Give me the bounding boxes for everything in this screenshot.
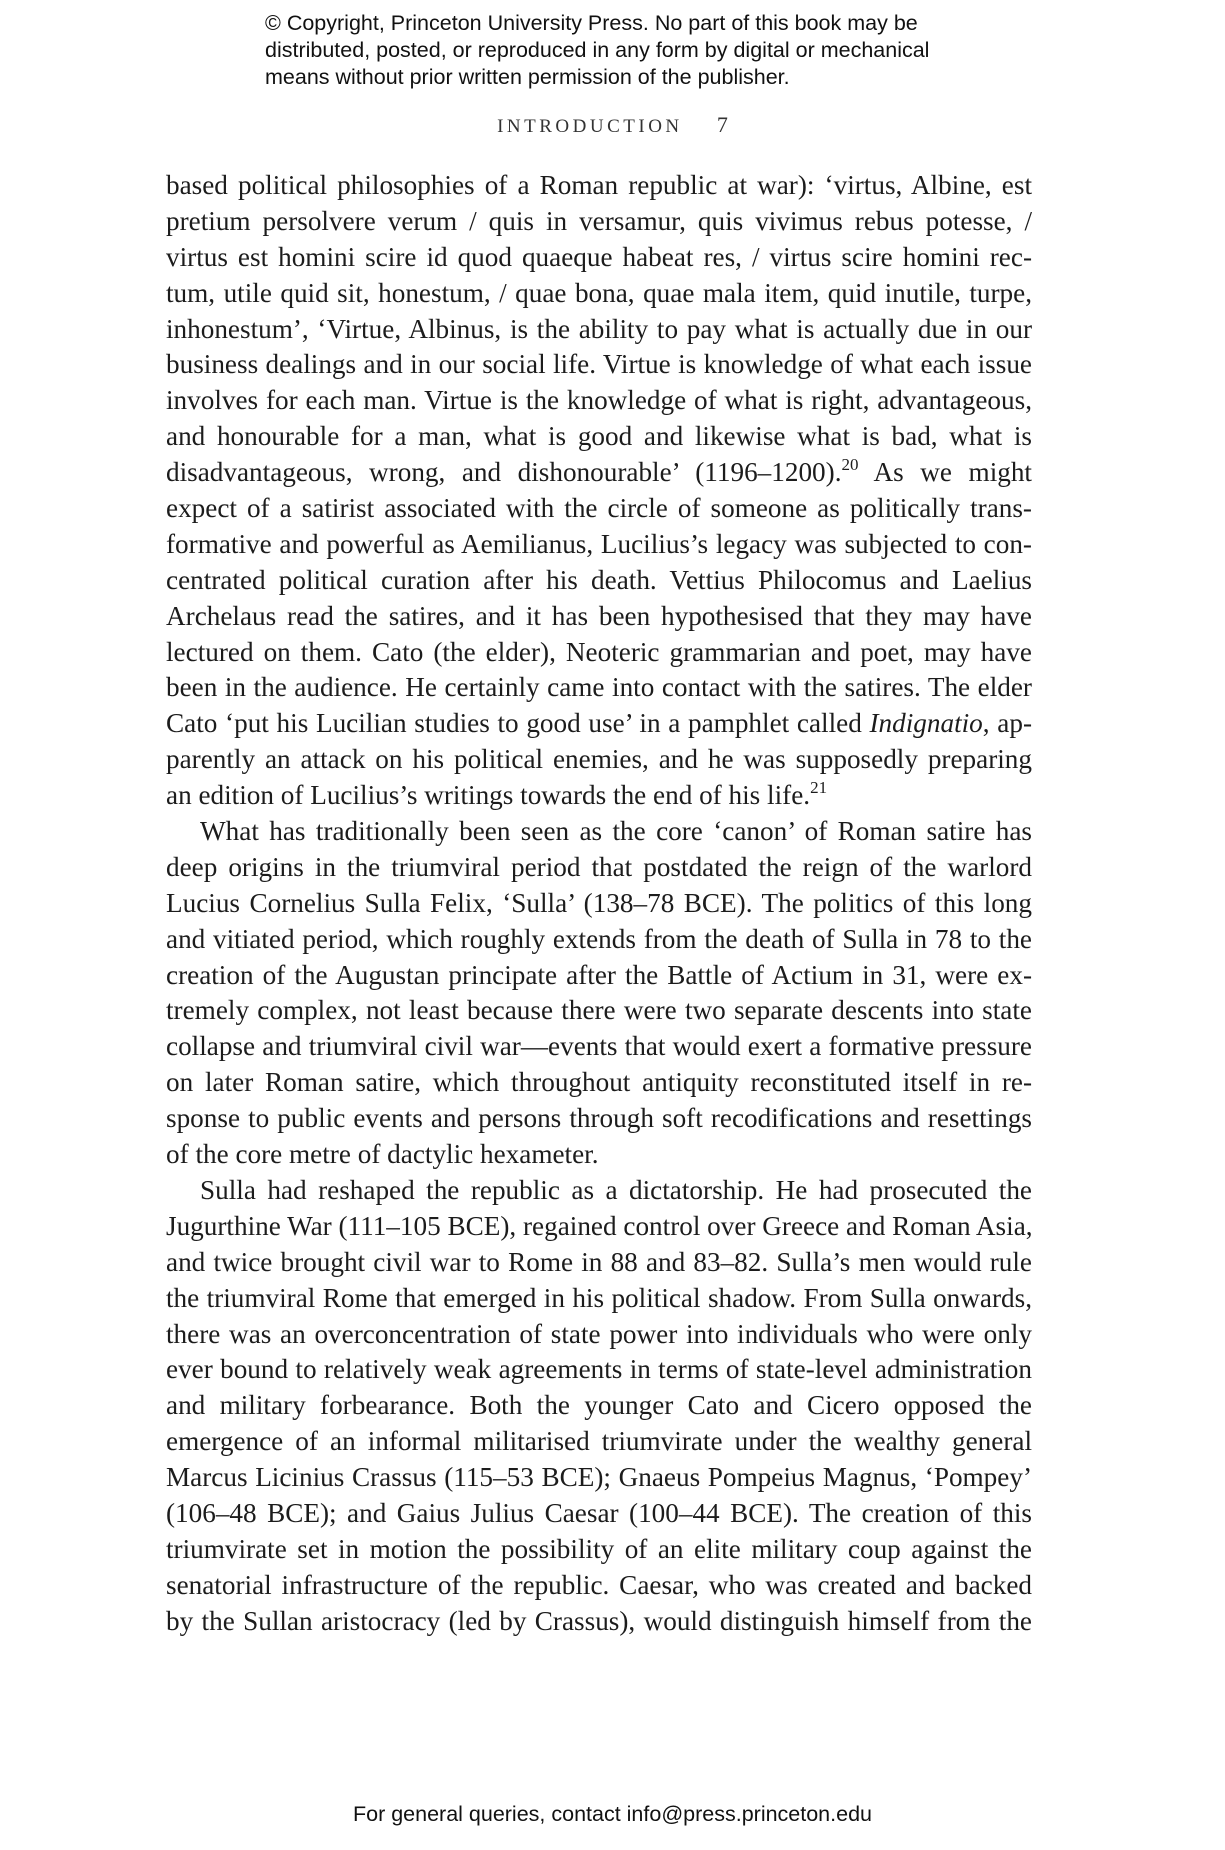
text-line: involves for each man. Virtue is the knowledge of what is right, advantageous,: [166, 385, 1032, 416]
text-line: Lucius Cornelius Sulla Felix, ‘Sulla’ (138–78 BCE). The politics of this long: [166, 887, 1032, 918]
text-run: As we might: [858, 457, 1032, 488]
text-line: ever bound to relatively weak agreements in terms of state-level administration: [166, 1354, 1032, 1385]
text-line: and twice brought civil war to Rome in 88 and 83–82. Sulla’s men would rule: [166, 1246, 1032, 1277]
text-line: inhonestum’, ‘Virtue, Albinus, is the ability to pay what is actually due in our: [166, 313, 1032, 344]
copyright-line: © Copyright, Princeton University Press. No part of this book may be: [265, 11, 918, 35]
text-line: [166, 778, 1032, 814]
text-line: [166, 706, 1032, 742]
text-line: tremely complex, not least because there were two separate descents into state: [166, 995, 1032, 1026]
text-line: on later Roman satire, which throughout antiquity reconstituted itself in re-: [166, 1067, 1032, 1098]
text-line: [166, 455, 1032, 491]
text-line: virtus est homini scire id quod quaeque habeat res, / virtus scire homini rec-: [166, 241, 1032, 272]
text-line: creation of the Augustan principate after the Battle of Actium in 31, were ex-: [166, 959, 1032, 990]
text-line: and military forbearance. Both the younger Cato and Cicero opposed the: [166, 1390, 1032, 1421]
text-line: business dealings and in our social life. Virtue is knowledge of what each issue: [166, 349, 1032, 380]
text-line: and honourable for a man, what is good and likewise what is bad, what is: [166, 421, 1032, 452]
text-line: (106–48 BCE); and Gaius Julius Caesar (100–44 BCE). The creation of this: [166, 1497, 1032, 1528]
copyright-line: distributed, posted, or reproduced in any form by digital or mechanical: [265, 38, 930, 62]
text-line: Marcus Licinius Crassus (115–53 BCE); Gnaeus Pompeius Magnus, ‘Pompey’: [166, 1462, 1032, 1493]
text-line: formative and powerful as Aemilianus, Lucilius’s legacy was subjected to con-: [166, 528, 1032, 559]
text-line: Jugurthine War (111–105 BCE), regained control over Greece and Roman Asia,: [166, 1210, 1033, 1241]
text-line: emergence of an informal militarised triumvirate under the wealthy general: [166, 1426, 1032, 1457]
text-run: , ap-: [982, 708, 1032, 739]
running-head: [0, 112, 1225, 138]
italic-title: Indignatio: [869, 708, 983, 739]
text-line: and vitiated period, which roughly extends from the death of Sulla in 78 to the: [166, 923, 1032, 954]
text-line: lectured on them. Cato (the elder), Neoteric grammarian and poet, may have: [166, 636, 1032, 667]
footer-contact: For general queries, contact info@press.princeton.edu: [352, 1802, 872, 1826]
text-line: What has traditionally been seen as the core ‘canon’ of Roman satire has: [200, 816, 1032, 847]
text-line: centrated political curation after his death. Vettius Philocomus and Laelius: [166, 564, 1032, 595]
text-line: the triumviral Rome that emerged in his political shadow. From Sulla onwards,: [166, 1282, 1032, 1313]
text-line: based political philosophies of a Roman republic at war): ‘virtus, Albine, est: [166, 170, 1032, 200]
text-line: deep origins in the triumviral period that postdated the reign of the warlord: [166, 851, 1032, 882]
chapter-title: INTRODUCTION: [497, 116, 683, 137]
text-line: collapse and triumviral civil war—events that would exert a formative pressure: [166, 1031, 1032, 1062]
footnote-ref-21[interactable]: 21: [810, 778, 828, 798]
text-line: tum, utile quid sit, honestum, / quae bona, quae mala item, quid inutile, turpe,: [166, 277, 1032, 308]
text-run: Cato ‘put his Lucilian studies to good use’ in a pamphlet called: [166, 708, 870, 739]
text-line: pretium persolvere verum / quis in versamur, quis vivimus rebus potesse, /: [166, 205, 1032, 236]
page-number: 7: [716, 112, 728, 137]
text-line: by the Sullan aristocracy (led by Crassus), would distinguish himself from the: [166, 1605, 1032, 1636]
text-line: of the core metre of dactylic hexameter.: [166, 1139, 599, 1170]
text-line: sponse to public events and persons through soft recodifications and resettings: [166, 1103, 1032, 1134]
copyright-notice: [265, 10, 1025, 91]
text-line: there was an overconcentration of state power into individuals who were only: [166, 1318, 1032, 1349]
text-run: disadvantageous, wrong, and dishonourable’ (1196–1200).: [166, 457, 842, 488]
copyright-line: means without prior written permission of the publisher.: [265, 65, 790, 89]
body-text: [166, 168, 1032, 1640]
text-run: an edition of Lucilius’s writings towards the end of his life.: [166, 780, 811, 811]
text-line: triumvirate set in motion the possibility of an elite military coup against the: [166, 1533, 1032, 1564]
footnote-ref-20[interactable]: 20: [841, 455, 859, 475]
text-line: Sulla had reshaped the republic as a dictatorship. He had prosecuted the: [200, 1174, 1032, 1205]
text-line: been in the audience. He certainly came into contact with the satires. The elder: [166, 672, 1032, 703]
text-line: senatorial infrastructure of the republic. Caesar, who was created and backed: [166, 1569, 1032, 1600]
text-line: Archelaus read the satires, and it has been hypothesised that they may have: [166, 600, 1032, 631]
text-line: parently an attack on his political enemies, and he was supposedly preparing: [166, 744, 1032, 775]
text-line: expect of a satirist associated with the circle of someone as politically trans-: [166, 493, 1032, 524]
